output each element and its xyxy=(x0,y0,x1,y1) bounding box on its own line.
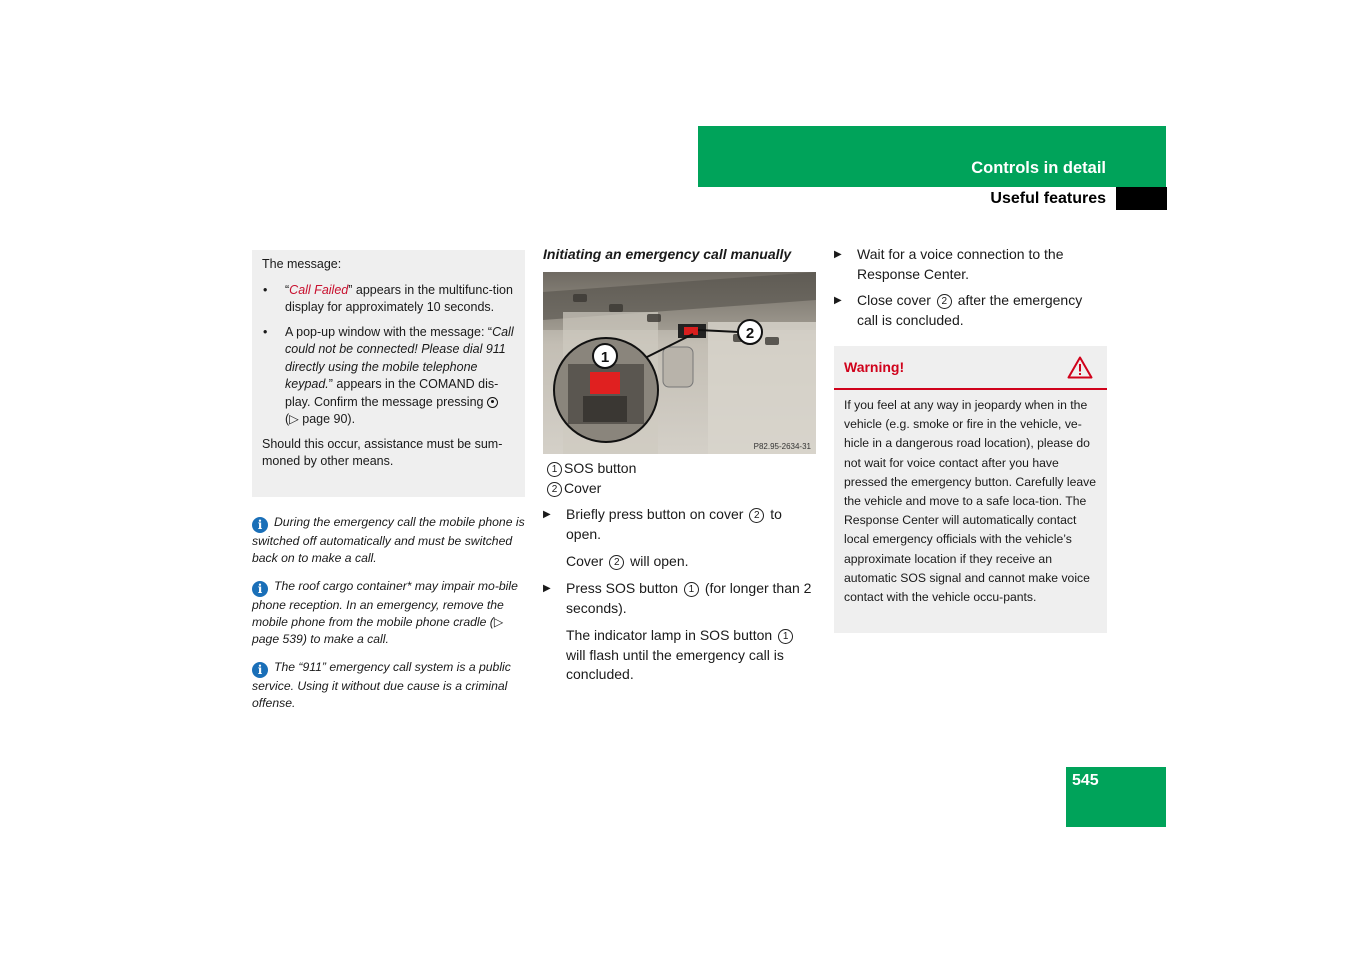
image-code: P82.95-2634-31 xyxy=(753,442,811,451)
list-item: • “Call Failed” appears in the multifunc-tion display for approximately 10 seconds. xyxy=(263,282,513,314)
bullet-dot: • xyxy=(263,324,268,339)
instruction-step: ▶ Press SOS button 1 (for longer than 2 seconds). xyxy=(543,580,812,616)
info-note: i The “911” emergency call system is a public service. Using it without due cause is a criminal offense. xyxy=(252,660,511,710)
callout-number: 2 xyxy=(749,508,764,523)
instruction-step: ▶ Wait for a voice connection to the Response Center. xyxy=(834,246,1064,282)
arrow-bullet-icon: ▶ xyxy=(543,583,551,594)
message-box xyxy=(252,250,525,497)
subsection-title: Useful features xyxy=(990,190,1106,207)
callout-number: 1 xyxy=(778,629,793,644)
legend-item: 2 Cover xyxy=(545,479,815,499)
rotary-knob-icon xyxy=(487,397,498,408)
call-failed-message: Call Failed xyxy=(289,282,349,297)
message-list xyxy=(262,282,515,429)
message-intro: The message: xyxy=(262,257,342,271)
warning-title: Warning! xyxy=(844,359,905,375)
callout-number: 2 xyxy=(609,555,624,570)
callout-number: 1 xyxy=(684,582,699,597)
info-note: i During the emergency call the mobile phone is switched off automatically and must be switched back on to make a call. xyxy=(252,515,525,565)
list-item: • A pop-up window with the message: “Call could not be connected! Please dial 911 directly using the mobile telephone keypad.” appears in the COMAND dis-play. Confirm the message pressing (▷ page 90). xyxy=(263,324,514,426)
warning-triangle-icon xyxy=(1067,356,1093,379)
callout-1: 1 xyxy=(600,349,610,366)
manual-call-heading: Initiating an emergency call manually xyxy=(543,246,792,262)
section-tab-marker xyxy=(1116,187,1167,210)
overhead-control-panel-photo xyxy=(543,272,816,454)
callout-number: 1 xyxy=(547,462,562,477)
arrow-bullet-icon: ▶ xyxy=(834,295,842,306)
arrow-bullet-icon: ▶ xyxy=(543,509,551,520)
overhead-panel-illustration xyxy=(543,272,816,454)
message-closing: Should this occur, assistance must be sum-moned by other means. xyxy=(262,436,503,468)
callout-number: 2 xyxy=(937,294,952,309)
warning-header xyxy=(834,346,1107,390)
info-note: i The roof cargo container* may impair mo-bile phone reception. In an emergency, remove the mobile phone from the mobile phone cradle (▷ page 539) to make a call. xyxy=(252,579,518,646)
callout-2: 2 xyxy=(745,325,755,342)
section-title: Controls in detail xyxy=(971,159,1106,177)
page-reference: (▷ page 90). xyxy=(285,412,356,426)
photo-legend xyxy=(545,459,815,498)
step-result: Cover 2 will open. xyxy=(566,553,689,569)
instruction-step: ▶ Close cover 2 after the emergency call is concluded. xyxy=(834,292,1083,328)
info-icon: i xyxy=(252,581,268,597)
page-number: 545 xyxy=(1072,772,1099,789)
step-result: The indicator lamp in SOS button 1 will flash until the emergency call is concluded. xyxy=(566,626,816,685)
popup-message: Call could not be connected! Please dial 911 directly using the mobile telephone keypad. xyxy=(285,324,514,391)
arrow-bullet-icon: ▶ xyxy=(834,249,842,260)
bullet-dot: • xyxy=(263,282,268,297)
info-icon: i xyxy=(252,517,268,533)
instruction-step: ▶ Briefly press button on cover 2 to open. xyxy=(543,506,782,542)
callout-number: 2 xyxy=(547,482,562,497)
legend-item: 1 SOS button xyxy=(545,459,815,479)
info-icon: i xyxy=(252,662,268,678)
warning-text: If you feel at any way in jeopardy when in the vehicle (e.g. smoke or fire in the vehicle, ve-hicle in a dangerous road location), please do not wait for voice contact after you have pressed the emergency button. Carefully leave the vehicle and move to a safe loca-tion. The Response Center will automatically contact local emergency officials with the vehicle’s approximate location if they receive an automatic SOS signal and cannot make voice contact with the vehicle occu-pants. xyxy=(844,398,1097,605)
warning-box xyxy=(834,346,1107,633)
